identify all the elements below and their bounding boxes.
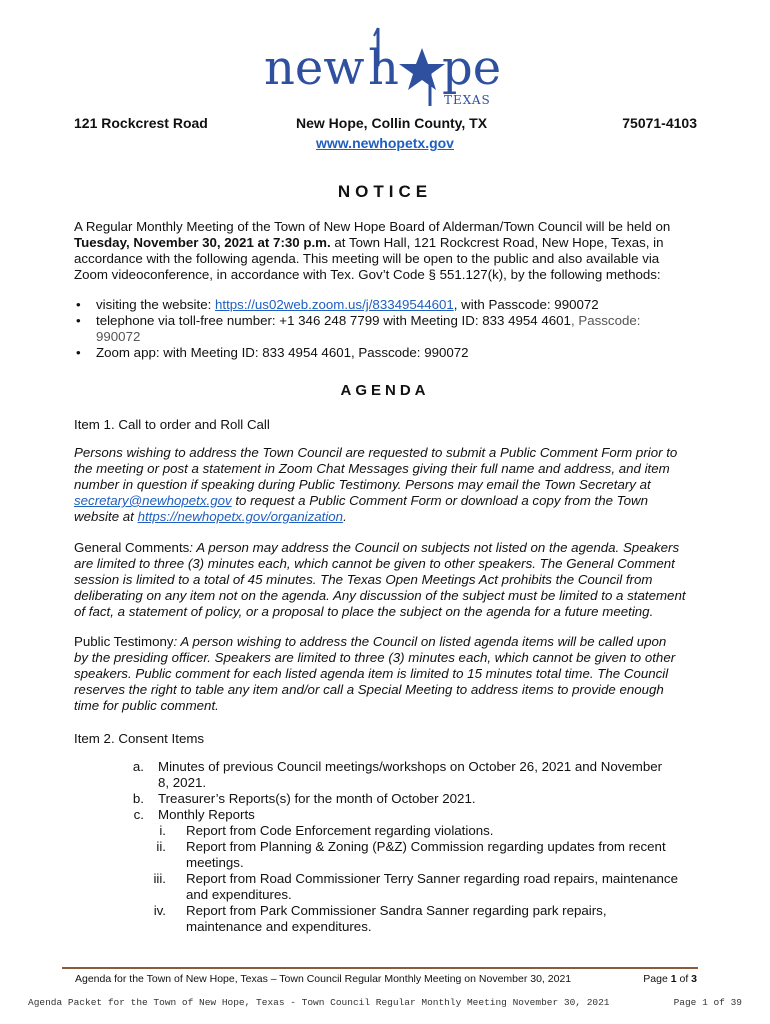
secretary-email-link[interactable]: secretary@newhopetx.gov — [74, 493, 232, 508]
footer-page-number — [643, 973, 697, 985]
method-website-pass: , with Passcode: 990072 — [453, 297, 599, 312]
logo-tagline: TEXAS — [444, 93, 491, 107]
list-text: Report from Planning & Zoning (P&Z) Commission regarding updates from recent — [186, 839, 666, 854]
persons-period: . — [343, 509, 347, 524]
list-marker: c. — [133, 807, 144, 822]
header-website-row — [0, 135, 770, 151]
report-iv-line1: Report from Park Commissioner Sandra Sanner regarding park repairs, — [186, 903, 607, 918]
public-text: : A person wishing to address the Council on listed agenda items will be called upon — [173, 634, 667, 649]
header-city: New Hope, Collin County, TX — [296, 115, 488, 131]
method-telephone — [74, 313, 698, 345]
logo-word-right: pe — [442, 40, 502, 96]
consent-item-b — [124, 791, 700, 807]
new-hope-logo — [262, 26, 507, 108]
intro-line — [74, 235, 698, 251]
footer-page-total: 3 — [691, 973, 697, 985]
method-telephone-pass: , Passcode: — [570, 313, 641, 328]
list-text: maintenance and expenditures. — [186, 919, 372, 934]
list-marker: iii. — [153, 871, 166, 886]
report-item-iv — [124, 903, 700, 935]
persons-line — [74, 493, 698, 509]
general-line: deliberating on any item not on the agenda. Any discussion of the subject must be limited to a statement — [74, 588, 686, 603]
general-comments-paragraph — [74, 540, 698, 620]
list-marker: a. — [132, 759, 144, 774]
method-website-label: visiting the website: — [96, 297, 215, 312]
general-line: are limited to three (3) minutes each, which cannot be given to other speakers. The General Comment — [74, 556, 675, 571]
report-item-ii — [124, 839, 700, 871]
logo-word-left: new — [264, 40, 365, 96]
general-line — [74, 540, 698, 556]
notice-title: NOTICE — [337, 182, 433, 201]
list-text: Monthly Reports — [158, 807, 255, 822]
meeting-datetime: Tuesday, November 30, 2021 at 7:30 p.m. — [74, 235, 331, 250]
public-testimony-label: Public Testimony — [74, 634, 174, 649]
packet-footer-page: Page 1 of 39 — [673, 997, 742, 1008]
list-text: 8, 2021. — [158, 775, 207, 790]
list-marker: iv. — [153, 903, 166, 918]
persons-paragraph — [74, 445, 698, 525]
intro-line: Zoom videoconference, in accordance with Tex. Gov’t Code § 551.127(k), by the following methods: — [74, 267, 661, 282]
public-line: by the presiding officer. Speakers are limited to three (3) minutes each, which cannot be given to other — [74, 650, 676, 665]
persons-line — [74, 509, 698, 525]
list-text: and expenditures. — [186, 887, 292, 902]
persons-line-rest: to request a Public Comment Form or download a copy from the Town — [231, 493, 648, 508]
list-text: Treasurer’s Reports(s) for the month of October 2021. — [158, 791, 476, 806]
footer-divider — [62, 967, 698, 969]
list-text — [186, 903, 700, 919]
list-marker: ii. — [156, 839, 166, 854]
intro-line: accordance with the following agenda. This meeting will be open to the public and also available via — [74, 251, 660, 266]
method-website — [74, 297, 698, 313]
header-address: 121 Rockcrest Road — [74, 115, 208, 131]
public-line: reserves the right to table any item and/or call a Special Meeting to address items to provide enough — [74, 682, 664, 697]
logo-word-h: h — [368, 40, 399, 96]
persons-line: the meeting or post a statement in Zoom Chat Messages giving their full name and address, and item — [74, 461, 670, 476]
item-1: Item 1. Call to order and Roll Call — [74, 417, 270, 432]
general-text: : A person may address the Council on subjects not listed on the agenda. Speakers — [189, 540, 680, 555]
star-icon — [399, 48, 445, 90]
list-text: Minutes of previous Council meetings/workshops on October 26, 2021 and November — [158, 759, 663, 774]
public-line: speakers. Public comment for each listed agenda item is limited to 15 minutes total time. The Council — [74, 666, 669, 681]
list-text: meetings. — [186, 855, 244, 870]
list-text: Report from Road Commissioner Terry Sanner regarding road repairs, maintenance — [186, 871, 678, 886]
public-line: time for public comment. — [74, 698, 219, 713]
public-line — [74, 634, 698, 650]
report-item-iii — [124, 871, 700, 903]
consent-item-a — [124, 759, 700, 791]
website-link[interactable]: www.newhopetx.gov — [316, 135, 454, 151]
persons-line: Persons wishing to address the Town Council are requested to submit a Public Comment Form prior to — [74, 445, 678, 460]
public-testimony-paragraph — [74, 634, 698, 714]
footer-agenda-title: Agenda for the Town of New Hope, Texas – Town Council Regular Monthly Meeting on November 30, 2021 — [75, 973, 572, 985]
header-zip: 75071-4103 — [622, 115, 697, 131]
item-2: Item 2. Consent Items — [74, 731, 205, 746]
packet-footer-title: Agenda Packet for the Town of New Hope, Texas - Town Council Regular Monthly Meeting November 30, 2021 — [28, 997, 610, 1008]
methods-list — [74, 297, 698, 361]
persons-website-label: website at — [74, 509, 138, 524]
method-telephone-code: 990072 — [96, 329, 141, 344]
organization-link[interactable]: https://newhopetx.gov/organization — [137, 509, 344, 524]
footer-page-of: of — [676, 973, 692, 985]
persons-line: number in question if speaking during Public Testimony. Persons may email the Town Secretary at — [74, 477, 651, 492]
list-marker: i. — [159, 823, 166, 838]
list-text: Report from Code Enforcement regarding violations. — [186, 823, 494, 838]
intro-paragraph — [74, 219, 698, 283]
general-line: session is limited to a total of 45 minutes. The Texas Open Meetings Act prohibits the Council from — [74, 572, 653, 587]
consent-items-list — [124, 759, 700, 935]
consent-item-c — [124, 807, 700, 823]
general-comments-label: General Comments — [74, 540, 190, 555]
general-line: of fact, a statement of policy, or a proposal to place the subject on the agenda for a future meeting. — [74, 604, 654, 619]
list-marker: b. — [132, 791, 144, 806]
footer-page-current: 1 — [670, 973, 677, 985]
method-telephone-main: telephone via toll-free number: +1 346 248 7799 with Meeting ID: 833 4954 4601 — [96, 313, 571, 328]
footer-page-label: Page — [643, 973, 671, 985]
agenda-title: AGENDA — [340, 382, 430, 399]
intro-line: A Regular Monthly Meeting of the Town of New Hope Board of Alderman/Town Council will be held on — [74, 219, 671, 234]
intro-line-rest: at Town Hall, 121 Rockcrest Road, New Hope, Texas, in — [330, 235, 664, 250]
method-zoom-app: • Zoom app: with Meeting ID: 833 4954 4601, Passcode: 990072 — [74, 345, 698, 361]
zoom-link[interactable]: https://us02web.zoom.us/j/83349544601 — [215, 297, 454, 312]
report-item-i — [124, 823, 700, 839]
